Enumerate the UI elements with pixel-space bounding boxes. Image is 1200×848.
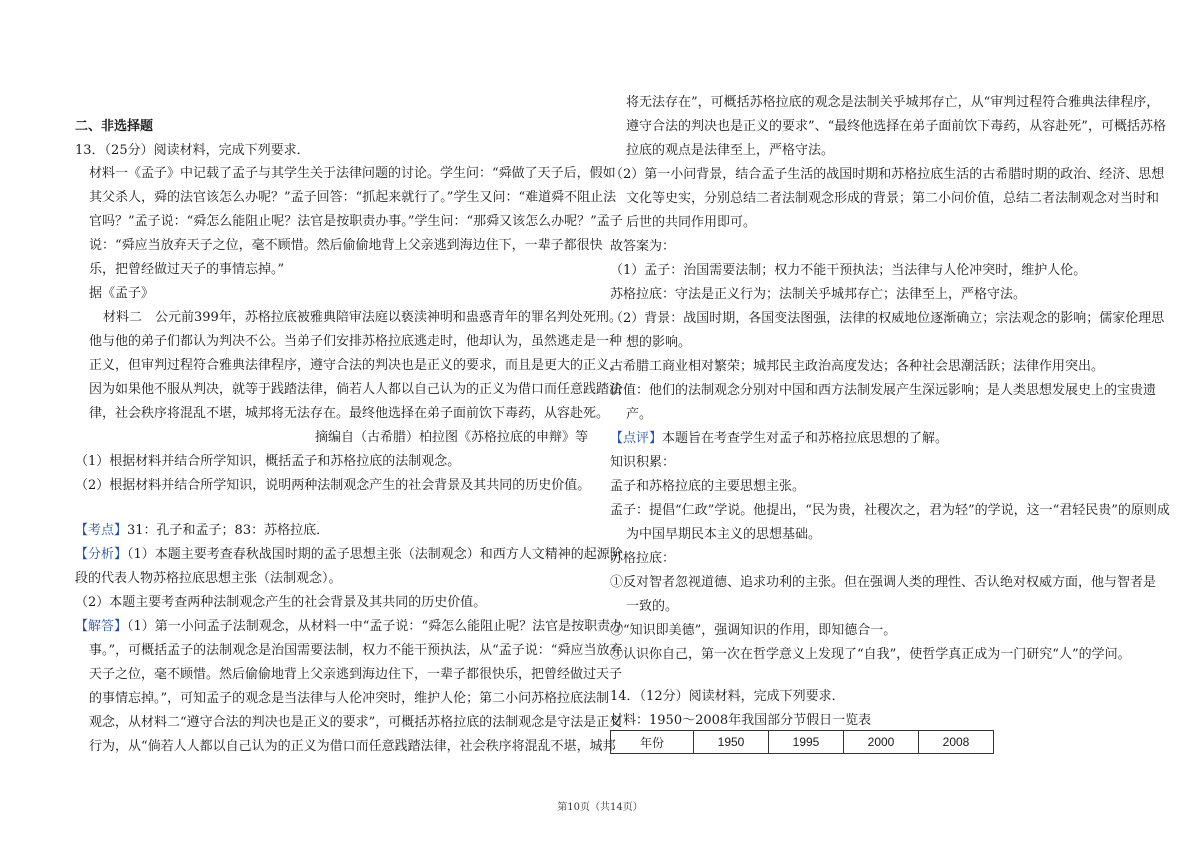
answer-heading: 故答案为： <box>610 239 676 254</box>
socrates-line: 一致的。 <box>626 599 679 614</box>
table-header-cell: 2008 <box>919 731 994 754</box>
material-2-line: 律，社会秩序将混乱不堪，城邦将无法存在。最终他选择在弟子面前饮下毒药，从容赴死。 <box>89 406 610 421</box>
jieda-line: 观念，从材料二“遵守合法的判决也是正义的要求”，可概括苏格拉底的法制观念是守法是正义 <box>89 715 623 730</box>
knowledge-heading: 知识积累： <box>610 455 676 470</box>
jieda-line: 事。”，可概括孟子的法制观念是治国需要法制，权力不能干预执法，从“孟子说：“舜应当放弃 <box>89 643 623 658</box>
dianping-tag: 【点评】 <box>610 431 663 446</box>
sub-question-2: （2）根据材料并结合所学知识，说明两种法制观念产生的社会背景及其共同的历史价值。 <box>75 478 591 493</box>
material-2-line: 因为如果他不服从判决，就等于践踏法律，倘若人人都以自己认为的正义为借口而任意践踏法 <box>89 382 623 397</box>
fenxi-row <box>75 547 623 563</box>
answer-line: 古希腊工商业相对繁荣；城邦民主政治高度发达；各种社会思潮活跃；法律作用突出。 <box>610 359 1105 374</box>
table-header-cell: 年份 <box>611 731 694 754</box>
socrates-line: ①反对智者忽视道德、追求功利的主张。但在强调人类的理性、否认绝对权威方面，他与智者是 <box>610 575 1157 590</box>
page-footer: 第10页（共14页） <box>557 802 643 813</box>
fenxi-line: （2）本题主要考查两种法制观念产生的社会背景及其共同的历史价值。 <box>75 595 487 610</box>
answer-line: 价值：他们的法制观念分别对中国和西方法制发展产生深远影响；是人类思想发展史上的宝贵遗 <box>610 383 1157 398</box>
jieda-tag: 【解答】 <box>75 619 128 634</box>
question-14-heading: 14．（12分）阅读材料，完成下列要求． <box>610 689 845 704</box>
jieda-part-2-line: 后世的共同作用即可。 <box>626 215 757 230</box>
question-13-heading: 13．（25分）阅读材料，完成下列要求． <box>75 143 310 158</box>
material-2-line: 他与他的弟子们都认为判决不公。当弟子们安排苏格拉底逃走时，他却认为，虽然逃走是一种 <box>89 334 623 349</box>
answer-line: 苏格拉底：守法是正义行为；法制关乎城邦存亡；法律至上，严格守法。 <box>610 287 1027 302</box>
socrates-line: ③认识你自己，第一次在哲学意义上发现了“自我”，使哲学真正成为一门研究“人”的学问。 <box>610 647 1131 662</box>
fenxi-line: 段的代表人物苏格拉底思想主张（法制观念）。 <box>75 571 342 586</box>
jieda-line: 的事情忘掉。”，可知孟子的观念是当法律与人伦冲突时，维护人伦；第二小问苏格拉底法制 <box>89 691 610 706</box>
jieda-row <box>75 619 623 635</box>
answer-line: （1）孟子：治国需要法制；权力不能干预执法；当法律与人伦冲突时，维护人伦。 <box>610 263 1087 278</box>
jieda-part-2-line: （2）第一小问背景，结合孟子生活的战国时期和苏格拉底生活的古希腊时期的政治、经济、思想 <box>610 167 1165 182</box>
material-1-line: 其父杀人，舜的法官该怎么办呢？”孟子回答：“抓起来就行了。”学生又问：“难道舜不阻止法 <box>89 190 617 205</box>
material-2-source: 摘编自（古希腊）柏拉图《苏格拉底的申辩》等 <box>315 430 589 445</box>
sub-question-1: （1）根据材料并结合所学知识，概括孟子和苏格拉底的法制观念。 <box>75 454 461 469</box>
answer-line: （2）背景：战国时期，各国变法图强，法律的权威地位逐渐确立；宗法观念的影响；儒家伦理思 <box>610 311 1165 326</box>
section-title: 二、非选择题 <box>75 119 154 134</box>
material-1-line: 说：“舜应当放弃天子之位，毫不顾惜。然后偷偷地背上父亲逃到海边住下，一辈子都很快 <box>89 238 603 253</box>
jieda-text: （1）第一小问孟子法制观念，从材料一中“孟子说：“舜怎么能阻止呢？法官是按职责办 <box>127 619 624 634</box>
jieda-line: 行为，从“倘若人人都以自己认为的正义为借口而任意践踏法律，社会秩序将混乱不堪，城邦 <box>89 739 616 754</box>
dianping-row <box>610 431 948 447</box>
table-row <box>611 731 994 754</box>
material-1-line: 材料一《孟子》中记载了孟子与其学生关于法律问题的讨论。学生问：“舜做了天子后，假如 <box>89 166 616 181</box>
material-2-line: 材料二 公元前399年，苏格拉底被雅典陪审法庭以亵渎神明和蛊惑青年的罪名判处死刑。 <box>103 310 622 325</box>
table-header-cell: 1995 <box>769 731 844 754</box>
socrates-line: ②“知识即美德”，强调知识的作用，即知德合一。 <box>610 623 897 638</box>
mengzi-line: 为中国早期民本主义的思想基础。 <box>626 527 822 542</box>
jieda-continued-line: 遵守合法的判决也是正义的要求”、“最终他选择在弟子面前饮下毒药，从容赴死”，可概括苏格 <box>626 119 1166 134</box>
holiday-table <box>610 730 994 754</box>
jieda-part-2-line: 文化等史实，分别总结二者法制观念形成的背景；第二小问价值，总结二者法制观念对当时和 <box>626 191 1160 206</box>
kaodian-text: 31：孔子和孟子；83：苏格拉底． <box>127 523 330 538</box>
dianping-text: 本题旨在考查学生对孟子和苏格拉底思想的了解。 <box>662 431 949 446</box>
material-1-source: 据《孟子》 <box>89 286 155 301</box>
table-header-cell: 1950 <box>694 731 769 754</box>
material-2-line: 正义，但审判过程符合雅典法律程序，遵守合法的判决也是正义的要求，而且是更大的正义， <box>89 358 623 373</box>
answer-line: 产。 <box>626 407 653 422</box>
material-1-line: 官吗？”孟子说：“舜怎么能阻止呢？法官是按职责办事。”学生问：“那舜又该怎么办呢？”孟子 <box>89 214 623 229</box>
table-header-cell: 2000 <box>844 731 919 754</box>
knowledge-line: 孟子和苏格拉底的主要思想主张。 <box>610 479 806 494</box>
socrates-heading: 苏格拉底： <box>610 551 676 566</box>
fenxi-tag: 【分析】 <box>75 547 128 562</box>
answer-line: 想的影响。 <box>626 335 692 350</box>
kaodian-tag: 【考点】 <box>75 523 128 538</box>
jieda-line: 天子之位，毫不顾惜。然后偷偷地背上父亲逃到海边住下，一辈子都很快乐，把曾经做过天子 <box>89 667 623 682</box>
material-1-line: 乐，把曾经做过天子的事情忘掉。” <box>89 262 285 277</box>
mengzi-line: 孟子：提倡“仁政”学说。他提出，“民为贵，社稷次之，君为轻”的学说，这一“君轻民贵”的原则成 <box>610 503 1170 518</box>
jieda-continued-line: 将无法存在”，可概括苏格拉底的观念是法制关乎城邦存亡，从“审判过程符合雅典法律程序， <box>626 95 1160 110</box>
kaodian-row <box>75 523 329 539</box>
fenxi-text: （1）本题主要考查春秋战国时期的孟子思想主张（法制观念）和西方人文精神的起源阶 <box>127 547 623 562</box>
question-14-material: 材料：1950～2008年我国部分节假日一览表 <box>610 713 872 728</box>
jieda-continued-line: 拉底的观点是法律至上，严格守法。 <box>626 143 835 158</box>
